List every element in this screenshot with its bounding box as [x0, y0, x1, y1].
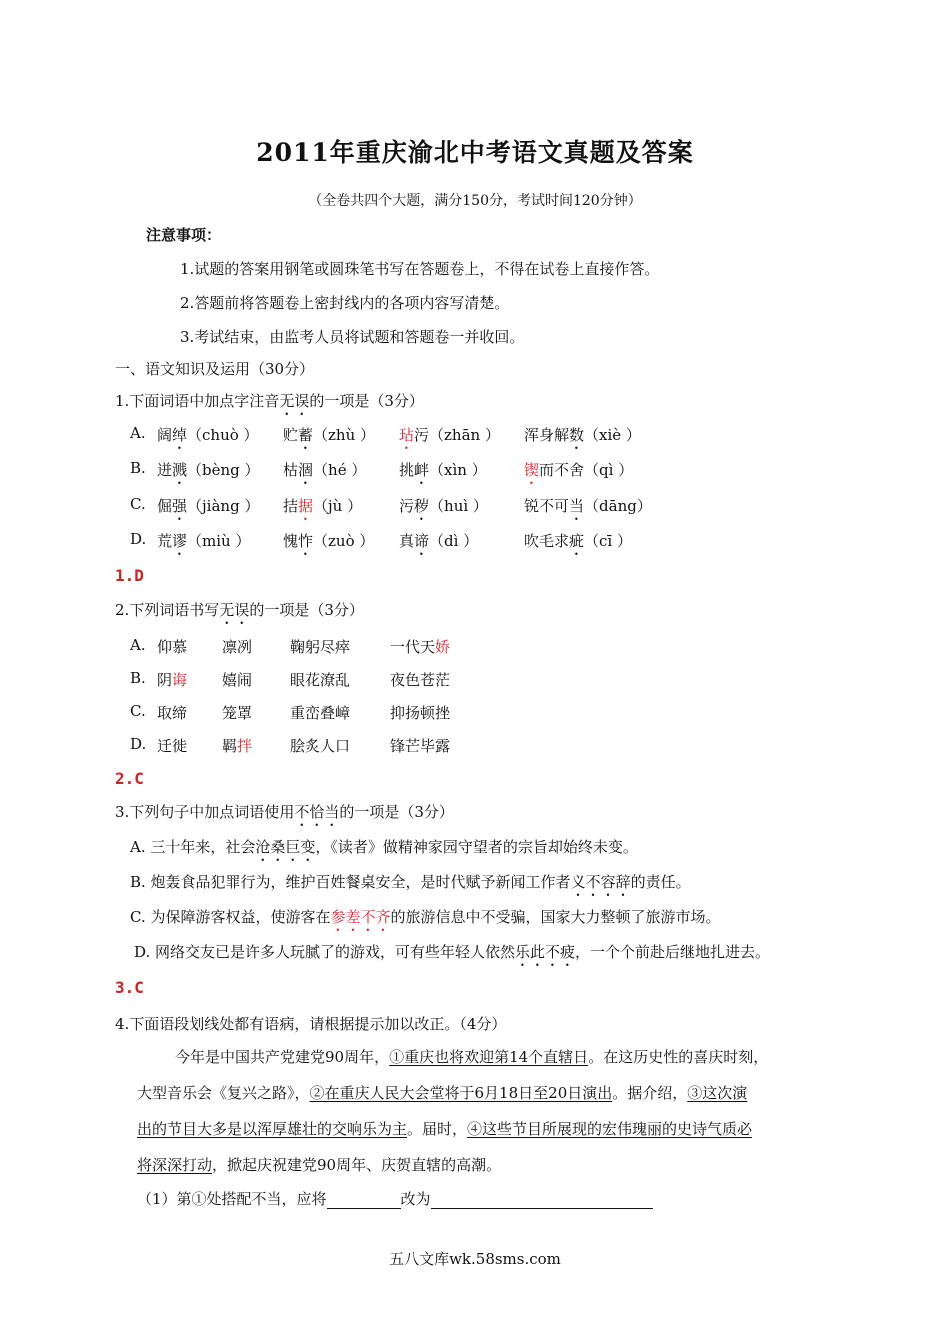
passage-line: 大型音乐会《复兴之路》，②在重庆人民大会堂将于6月18日至20日演出。据介绍，③这次演: [137, 1084, 748, 1102]
passage-line: 出的节目大多是以浑厚雄壮的交响乐为主。届时，④这些节目所展现的宏伟瑰丽的史诗气质必: [137, 1120, 753, 1138]
question-3-option-c: C. 为保障游客权益，使游客在参差不齐的旅游信息中不受骗，国家大力整顿了旅游市场。: [130, 908, 721, 926]
answer-1: 1.D: [115, 566, 144, 585]
passage-line: 将深深打动，掀起庆祝建党90周年、庆贺直辖的高潮。: [137, 1156, 502, 1174]
section-heading: 一、语文知识及运用（30分）: [115, 360, 315, 378]
question-3-option-d: D. 网络交友已是许多人玩腻了的游戏，可有些年轻人依然乐此不疲，一个个前赴后继地扎进去。: [134, 943, 771, 961]
question-3-option-b: B. 炮轰食品犯罪行为，维护百姓餐桌安全，是时代赋予新闻工作者义不容辞的责任。: [130, 873, 691, 891]
notice-item: 2.答题前将答题卷上密封线内的各项内容写清楚。: [180, 294, 510, 312]
question-2-option-b: B. 阴诲 嬉闹 眼花潦乱 夜色苍茫: [130, 669, 451, 689]
question-2-option-d: D. 迁徙 羁拌 脍炙人口 锋芒毕露: [130, 735, 451, 755]
question-3-option-a: A. 三十年来，社会沧桑巨变，《读者》做精神家园守望者的宗旨却始终未变。: [130, 838, 638, 856]
question-3-stem: 3.下列句子中加点词语使用不恰当的一项是（3分）: [115, 803, 454, 821]
exam-info: （全卷共四个大题，满分150分，考试时间120分钟）: [308, 193, 642, 209]
question-1-option-d: D. 荒谬（miù ） 愧怍（zuò ） 真谛（dì ） 吹毛求疵（cī ）: [130, 530, 632, 550]
notice-heading: 注意事项：: [146, 226, 222, 244]
page-title: 2011年重庆渝北中考语文真题及答案: [256, 138, 694, 167]
notice-item: 1.试题的答案用钢笔或圆珠笔书写在答题卷上，不得在试卷上直接作答。: [180, 260, 660, 278]
question-1-option-c: C. 倔强（jiàng ） 拮据（jù ） 污秽（huì ） 锐不可当（dāng）: [130, 495, 652, 515]
passage-line: 今年是中国共产党建党90周年，①重庆也将欢迎第14个直辖日。在这历史性的喜庆时刻，: [175, 1048, 769, 1066]
question-2-stem: 2.下列词语书写无误的一项是（3分）: [115, 601, 364, 619]
notice-item: 3.考试结束，由监考人员将试题和答题卷一并收回。: [180, 328, 525, 346]
answer-blank[interactable]: [327, 1192, 401, 1209]
question-1-stem: 1.下面词语中加点字注音无误的一项是（3分）: [115, 392, 424, 410]
question-1-option-b: B. 迸溅（bèng ） 枯涸（hé ） 挑衅（xìn ） 锲而不舍（qì ）: [130, 459, 634, 479]
question-4-sub-1: （1）第①处搭配不当，应将 改为: [137, 1188, 653, 1209]
footer-watermark: 五八文库wk.58sms.com: [389, 1250, 561, 1268]
answer-3: 3.C: [115, 978, 144, 997]
question-2-option-c: C. 取缔 笼罩 重峦叠嶂 抑扬顿挫: [130, 702, 451, 722]
answer-2: 2.C: [115, 769, 144, 788]
question-1-option-a: A. 阔绰（chuò ） 贮蓄（zhù ） 玷污（zhān ） 浑身解数（xiè ）: [130, 424, 641, 444]
answer-blank[interactable]: [431, 1192, 653, 1209]
question-4-stem: 4.下面语段划线处都有语病，请根据提示加以改正。（4分）: [115, 1015, 507, 1033]
question-2-option-a: A. 仰慕 凛冽 鞠躬尽瘁 一代天娇: [130, 636, 451, 656]
